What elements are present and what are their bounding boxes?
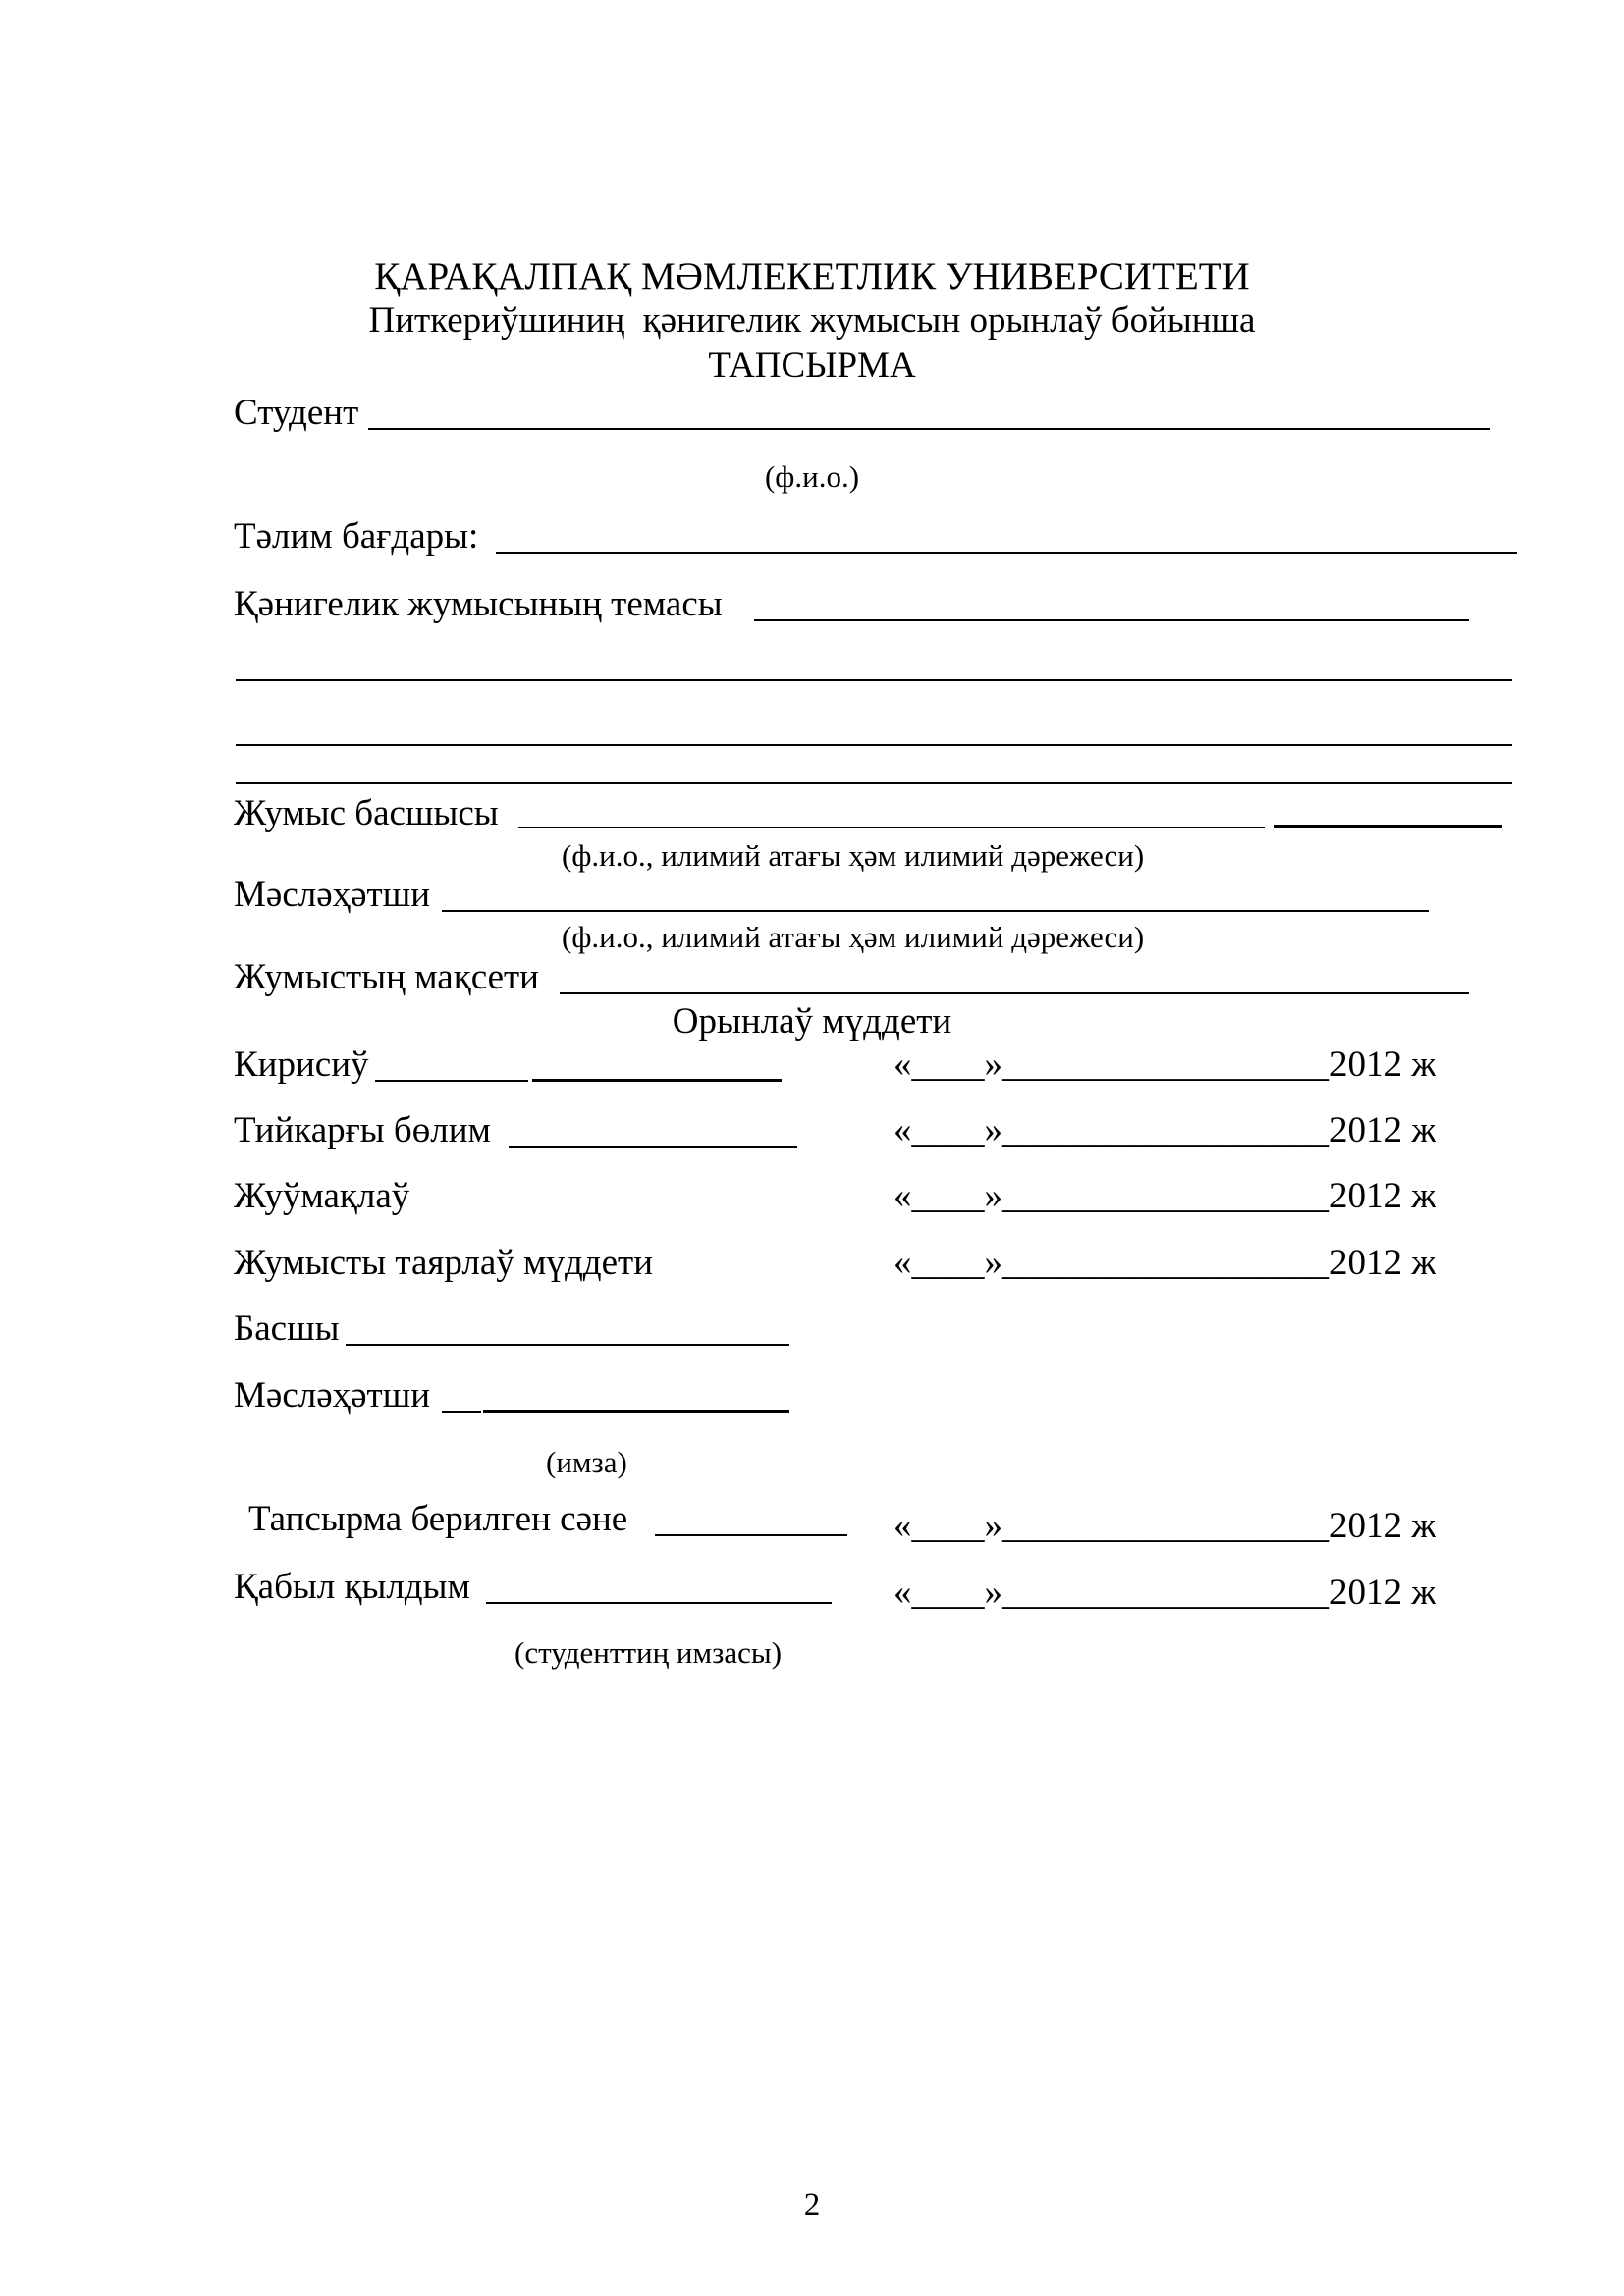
goal-field-line[interactable] <box>560 992 1469 994</box>
deadline-date-preparation[interactable]: «____»__________________2012 ж <box>893 1243 1436 1283</box>
signature-hint: (имза) <box>546 1445 627 1479</box>
student-field-line[interactable] <box>368 428 1490 430</box>
document-title: ТАПСЫРМА <box>708 346 916 386</box>
supervisor-field-line[interactable] <box>518 827 1265 828</box>
deadline-label-intro: Кирисиў <box>234 1044 369 1085</box>
goal-label: Жумыстың мақсети <box>234 957 539 997</box>
supervisor-hint: (ф.и.о., илимий атағы ҳәм илимий дәрежеси) <box>562 838 1145 873</box>
accepted-date-value[interactable]: «____»__________________2012 ж <box>893 1573 1436 1613</box>
student-label: Студент <box>234 393 359 433</box>
topic-label: Қәнигелик жумысының темасы <box>234 584 723 624</box>
direction-label: Тәлим бағдары: <box>234 516 479 557</box>
deadline-date-main[interactable]: «____»__________________2012 ж <box>893 1110 1436 1150</box>
topic-extra-line-1[interactable] <box>236 679 1512 681</box>
direction-field-line[interactable] <box>496 552 1517 554</box>
deadline-date-intro[interactable]: «____»__________________2012 ж <box>893 1044 1436 1085</box>
deadline-label-conclusion: Жуўмақлаў <box>234 1176 410 1216</box>
issued-date-line[interactable] <box>655 1534 847 1536</box>
issued-date-label: Тапсырма берилген сәне <box>248 1499 628 1539</box>
supervisor-label: Жумыс басшысы <box>234 793 499 833</box>
student-name-hint: (ф.и.о.) <box>764 459 860 494</box>
consultant-signature-label: Мәсләҳәтши <box>234 1375 431 1415</box>
issued-date-value[interactable]: «____»__________________2012 ж <box>893 1506 1436 1546</box>
document-subtitle: Питкериўшиниң қәнигелик жумысын орынлаў бойынша <box>368 300 1256 341</box>
topic-extra-line-3[interactable] <box>236 782 1512 784</box>
deadline-line-intro-extra[interactable] <box>532 1079 782 1082</box>
deadline-line-intro[interactable] <box>375 1080 528 1082</box>
deadline-label-main: Тийкарғы бөлим <box>234 1110 491 1150</box>
student-signature-hint: (студенттиң имзасы) <box>514 1635 783 1670</box>
topic-extra-line-2[interactable] <box>236 744 1512 746</box>
consultant-field-line[interactable] <box>442 910 1429 912</box>
consultant-signature-line[interactable] <box>442 1411 481 1413</box>
consultant-signature-line-extra[interactable] <box>483 1410 789 1413</box>
accepted-label: Қабыл қылдым <box>234 1567 470 1607</box>
head-signature-line[interactable] <box>346 1344 789 1346</box>
deadline-label-preparation: Жумысты таярлаў мүддети <box>234 1243 653 1283</box>
deadline-line-main[interactable] <box>509 1146 797 1148</box>
topic-field-line[interactable] <box>754 619 1469 621</box>
head-signature-label: Басшы <box>234 1308 340 1349</box>
consultant-label: Мәсләҳәтши <box>234 875 431 915</box>
deadlines-heading: Орынлаў мүддети <box>672 1001 952 1041</box>
page-number: 2 <box>803 2187 821 2222</box>
supervisor-field-line-extra[interactable] <box>1274 825 1502 828</box>
university-title: ҚАРАҚАЛПАҚ МӘМЛЕКЕТЛИК УНИВЕРСИТЕТИ <box>374 255 1250 297</box>
deadline-date-conclusion[interactable]: «____»__________________2012 ж <box>893 1176 1436 1216</box>
accepted-signature-line[interactable] <box>486 1602 832 1604</box>
consultant-hint: (ф.и.о., илимий атағы ҳәм илимий дәрежеси) <box>562 920 1145 954</box>
